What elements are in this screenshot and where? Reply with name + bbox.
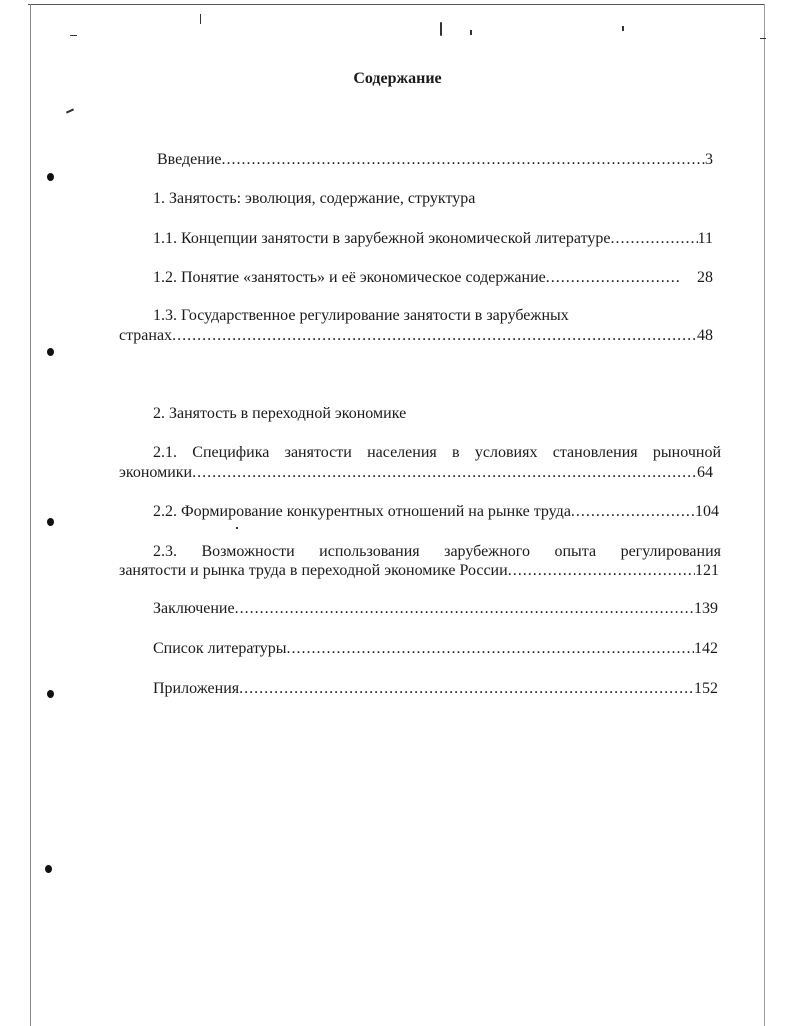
toc-entry-intro (157, 150, 713, 170)
hole-punch-mark (47, 518, 54, 526)
toc-page-number: 142 (694, 640, 718, 657)
toc-entry-2-2 (153, 502, 719, 522)
toc-leader (235, 599, 694, 619)
toc-leader (571, 502, 695, 522)
toc-entry-1-1 (153, 229, 713, 249)
toc-chapter-1: 1. Занятость: эволюция, содержание, структура (153, 190, 476, 207)
toc-leader (239, 679, 694, 699)
toc-label: занятости и рынка труда в переходной экономике России (119, 562, 508, 579)
scan-speck (200, 14, 201, 24)
page-left-edge (30, 4, 31, 1026)
toc-page-number: 139 (694, 600, 718, 617)
scan-speck (66, 108, 74, 113)
toc-page-number: 121 (695, 562, 719, 579)
toc-entry-2-3 (119, 561, 719, 581)
toc-page-number: 48 (697, 327, 713, 344)
toc-page-number: 11 (697, 230, 713, 247)
scan-speck (236, 527, 238, 529)
page-top-edge (28, 4, 765, 5)
toc-label: Введение (157, 151, 222, 168)
scan-speck (470, 30, 472, 35)
toc-label: Список литературы (153, 640, 287, 657)
toc-chapter-2: 2. Занятость в переходной экономике (153, 405, 407, 422)
toc-leader (172, 326, 697, 346)
toc-entry-1-3 (119, 326, 713, 346)
toc-leader (287, 639, 694, 659)
toc-label: странах (119, 327, 173, 344)
toc-page-number: 64 (697, 464, 713, 481)
toc-page-number: 28 (697, 269, 713, 286)
toc-label: 1.1. Концепции занятости в зарубежной экономической литературе (153, 230, 611, 247)
toc-entry-2-1 (119, 463, 713, 483)
toc-leader (192, 463, 697, 483)
toc-entry-bibliography (153, 639, 718, 659)
scan-speck (440, 22, 442, 36)
toc-page-number: 104 (695, 503, 719, 520)
toc-page-number: 3 (705, 151, 713, 168)
hole-punch-mark (45, 865, 52, 873)
toc-entry-1-3-line1: 1.3. Государственное регулирование занятости в зарубежных (153, 307, 569, 324)
toc-label: экономики (119, 464, 193, 481)
toc-label: 1.2. Понятие «занятость» и её экономическое содержание (153, 269, 546, 286)
toc-leader (508, 561, 695, 581)
scan-speck (622, 26, 624, 31)
toc-leader (546, 268, 679, 288)
toc-label: Приложения (153, 680, 240, 697)
hole-punch-mark (47, 348, 54, 356)
toc-entry-appendix (153, 679, 718, 699)
toc-label: 2.2. Формирование конкурентных отношений на рынке труда (153, 503, 571, 520)
page-title: Содержание (353, 70, 442, 87)
toc-leader (222, 150, 706, 170)
toc-entry-2-3-line1: 2.3. Возможности использования зарубежного опыта регулирования (153, 543, 721, 560)
page-right-edge (764, 4, 765, 1026)
toc-entry-1-2 (153, 268, 713, 288)
toc-entry-conclusion (153, 599, 718, 619)
toc-page-number: 152 (694, 680, 718, 697)
scan-speck (760, 38, 766, 39)
hole-punch-mark (47, 173, 54, 181)
hole-punch-mark (47, 690, 54, 698)
toc-label: Заключение (153, 600, 235, 617)
toc-entry-2-1-line1: 2.1. Специфика занятости населения в условиях становления рыночной (153, 444, 721, 461)
scan-speck (70, 35, 77, 36)
toc-leader (610, 229, 697, 249)
